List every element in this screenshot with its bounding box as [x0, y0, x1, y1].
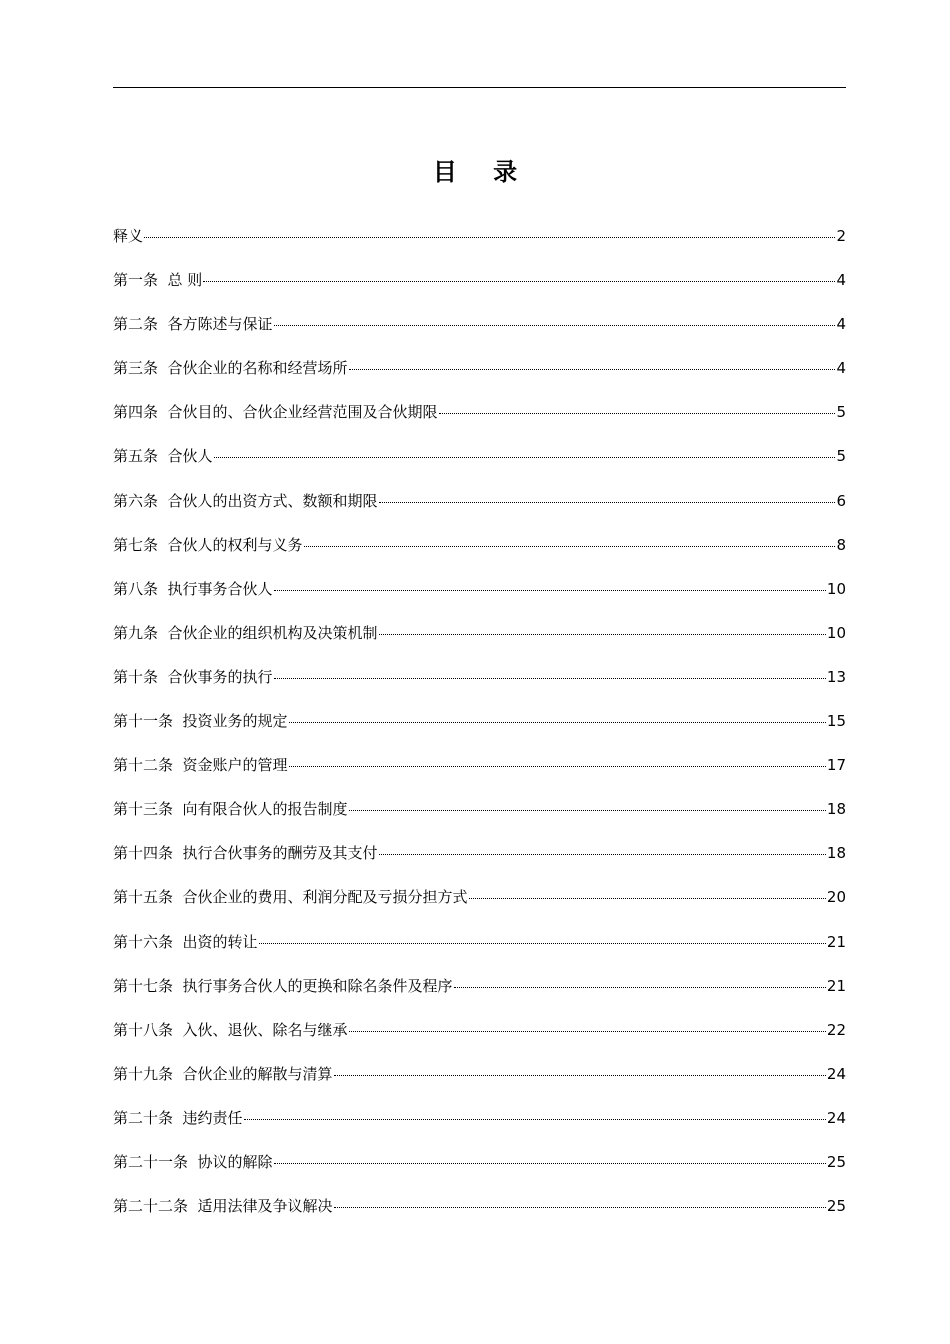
toc-entry-page-number: 13 [826, 667, 846, 686]
toc-entry[interactable] [113, 1194, 846, 1238]
toc-entry-label: 第十七条 执行事务合伙人的更换和除名条件及程序 [113, 976, 453, 995]
toc-entry[interactable] [113, 709, 846, 753]
toc-entry-label: 第十六条 出资的转让 [113, 932, 258, 951]
toc-entry-page-number: 10 [826, 579, 846, 598]
toc-entry-label: 第二条 各方陈述与保证 [113, 315, 273, 334]
toc-entry-page-number: 4 [836, 359, 846, 378]
toc-dot-leader [379, 502, 836, 503]
toc-entry[interactable] [113, 400, 846, 444]
toc-entry-label: 第二十一条 协议的解除 [113, 1152, 273, 1171]
toc-entry-label: 第五条 合伙人 [113, 447, 213, 466]
toc-entry-page-number: 18 [826, 800, 846, 819]
toc-entry[interactable] [113, 1106, 846, 1150]
toc-dot-leader [259, 943, 826, 944]
toc-entry-page-number: 24 [826, 1064, 846, 1083]
toc-entry-label: 第九条 合伙企业的组织机构及决策机制 [113, 623, 378, 642]
toc-entry[interactable] [113, 533, 846, 577]
toc-dot-leader [274, 325, 836, 326]
toc-dot-leader [379, 854, 826, 855]
toc-dot-leader [379, 634, 826, 635]
toc-entry[interactable] [113, 489, 846, 533]
toc-entry[interactable] [113, 224, 846, 268]
toc-entry-page-number: 2 [836, 227, 846, 245]
toc-dot-leader [349, 369, 836, 370]
toc-entry[interactable] [113, 797, 846, 841]
toc-entry-page-number: 22 [826, 1020, 846, 1039]
toc-dot-leader [214, 457, 836, 458]
toc-entry-label: 第二十二条 适用法律及争议解决 [113, 1197, 333, 1216]
toc-dot-leader [334, 1075, 826, 1076]
toc-dot-leader [334, 1207, 826, 1208]
toc-entry-page-number: 24 [826, 1108, 846, 1127]
toc-dot-leader [469, 898, 826, 899]
toc-entry-page-number: 10 [826, 623, 846, 642]
toc-dot-leader [349, 1031, 826, 1032]
toc-entry-page-number: 4 [836, 271, 846, 290]
toc-entry[interactable] [113, 356, 846, 400]
toc-entry-page-number: 5 [836, 403, 846, 422]
toc-entry[interactable] [113, 665, 846, 709]
toc-entry-label: 第十二条 资金账户的管理 [113, 756, 288, 775]
toc-entry[interactable] [113, 1062, 846, 1106]
toc-entry-label: 第四条 合伙目的、合伙企业经营范围及合伙期限 [113, 403, 438, 422]
toc-entry[interactable] [113, 312, 846, 356]
toc-list [113, 224, 846, 1238]
toc-entry-page-number: 20 [826, 888, 846, 907]
toc-dot-leader [439, 413, 836, 414]
toc-dot-leader [289, 722, 826, 723]
header-rule [113, 87, 846, 88]
toc-entry-label: 第十八条 入伙、退伙、除名与继承 [113, 1020, 348, 1039]
toc-entry-page-number: 17 [826, 756, 846, 775]
toc-entry[interactable] [113, 1150, 846, 1194]
toc-entry[interactable] [113, 444, 846, 488]
toc-entry-label: 第八条 执行事务合伙人 [113, 579, 273, 598]
toc-entry-label: 第十九条 合伙企业的解散与清算 [113, 1064, 333, 1083]
toc-entry[interactable] [113, 753, 846, 797]
toc-entry-page-number: 21 [826, 976, 846, 995]
toc-entry-label: 第二十条 违约责任 [113, 1108, 243, 1127]
toc-entry-page-number: 18 [826, 844, 846, 863]
toc-dot-leader [144, 237, 835, 238]
toc-dot-leader [203, 281, 835, 282]
toc-entry-label: 第七条 合伙人的权利与义务 [113, 535, 303, 554]
toc-entry-page-number: 5 [836, 447, 846, 466]
toc-dot-leader [289, 766, 826, 767]
toc-dot-leader [274, 590, 826, 591]
toc-dot-leader [454, 987, 826, 988]
toc-dot-leader [349, 810, 826, 811]
toc-entry-page-number: 25 [826, 1152, 846, 1171]
toc-dot-leader [274, 1163, 826, 1164]
toc-entry-page-number: 21 [826, 932, 846, 951]
toc-entry-label: 第十条 合伙事务的执行 [113, 667, 273, 686]
toc-entry-label: 第十五条 合伙企业的费用、利润分配及亏损分担方式 [113, 888, 468, 907]
toc-entry-label: 第十四条 执行合伙事务的酬劳及其支付 [113, 844, 378, 863]
toc-title: 目 录 [432, 158, 532, 186]
toc-entry[interactable] [113, 621, 846, 665]
toc-entry-page-number: 4 [836, 315, 846, 334]
toc-entry-page-number: 8 [836, 535, 846, 554]
toc-entry-label: 第十三条 向有限合伙人的报告制度 [113, 800, 348, 819]
toc-dot-leader [244, 1119, 826, 1120]
toc-entry-page-number: 25 [826, 1197, 846, 1216]
toc-dot-leader [274, 678, 826, 679]
toc-entry[interactable] [113, 577, 846, 621]
toc-entry-label: 第十一条 投资业务的规定 [113, 712, 288, 731]
toc-entry[interactable] [113, 885, 846, 929]
toc-entry[interactable] [113, 974, 846, 1018]
toc-entry-page-number: 15 [826, 712, 846, 731]
toc-entry[interactable] [113, 930, 846, 974]
toc-dot-leader [304, 546, 836, 547]
toc-entry-page-number: 6 [836, 491, 846, 510]
toc-entry-label: 第六条 合伙人的出资方式、数额和期限 [113, 491, 378, 510]
toc-entry-label: 第一条 总 则 [113, 271, 203, 290]
toc-entry[interactable] [113, 268, 846, 312]
toc-entry-label: 第三条 合伙企业的名称和经营场所 [113, 359, 348, 378]
toc-entry[interactable] [113, 1018, 846, 1062]
toc-entry-label: 释义 [113, 227, 144, 245]
toc-entry[interactable] [113, 841, 846, 885]
